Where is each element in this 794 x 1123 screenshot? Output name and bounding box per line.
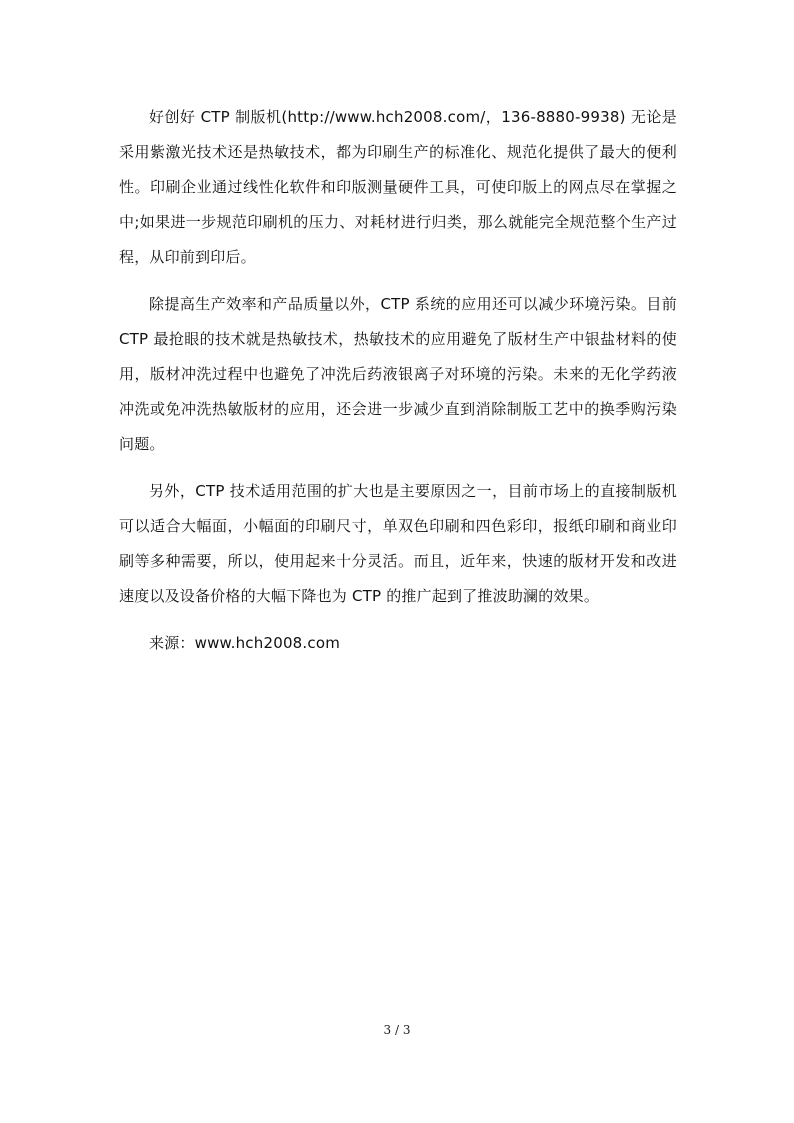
paragraph-ctp-intro: 好创好 CTP 制版机(http://www.hch2008.com/，136-8880-9938) 无论是采用紫激光技术还是热敏技术，都为印刷生产的标准化、规范化提供了最大的便利性。印刷企业通过线性化软件和印版测量硬件工具，可使印版上的网点尽在掌握之中;如果进一步规范印刷机的压力、对耗材进行归类，那么就能完全规范整个生产过程，从印前到印后。	[119, 108, 677, 266]
paragraph-application-range: 另外，CTP 技术适用范围的扩大也是主要原因之一，目前市场上的直接制版机可以适合大幅面，小幅面的印刷尺寸，单双色印刷和四色彩印，报纸印刷和商业印刷等多种需要，所以，使用起来十分灵活。而且，近年来，快速的版材开发和改进速度以及设备价格的大幅下降也为 CTP 的推广起到了推波助澜的效果。	[119, 482, 677, 605]
source-line: 来源：www.hch2008.com	[149, 634, 341, 652]
document-body	[119, 100, 677, 673]
page-number: 3 / 3	[383, 1023, 411, 1037]
paragraph-environment: 除提高生产效率和产品质量以外，CTP 系统的应用还可以减少环境污染。目前 CTP 最抢眼的技术就是热敏技术，热敏技术的应用避免了版材生产中银盐材料的使用，版材冲洗过程中也避免了冲洗后药液银离子对环境的污染。未来的无化学药液冲洗或免冲洗热敏版材的应用，还会进一步减少直到消除制版工艺中的换季购污染问题。	[119, 295, 677, 453]
